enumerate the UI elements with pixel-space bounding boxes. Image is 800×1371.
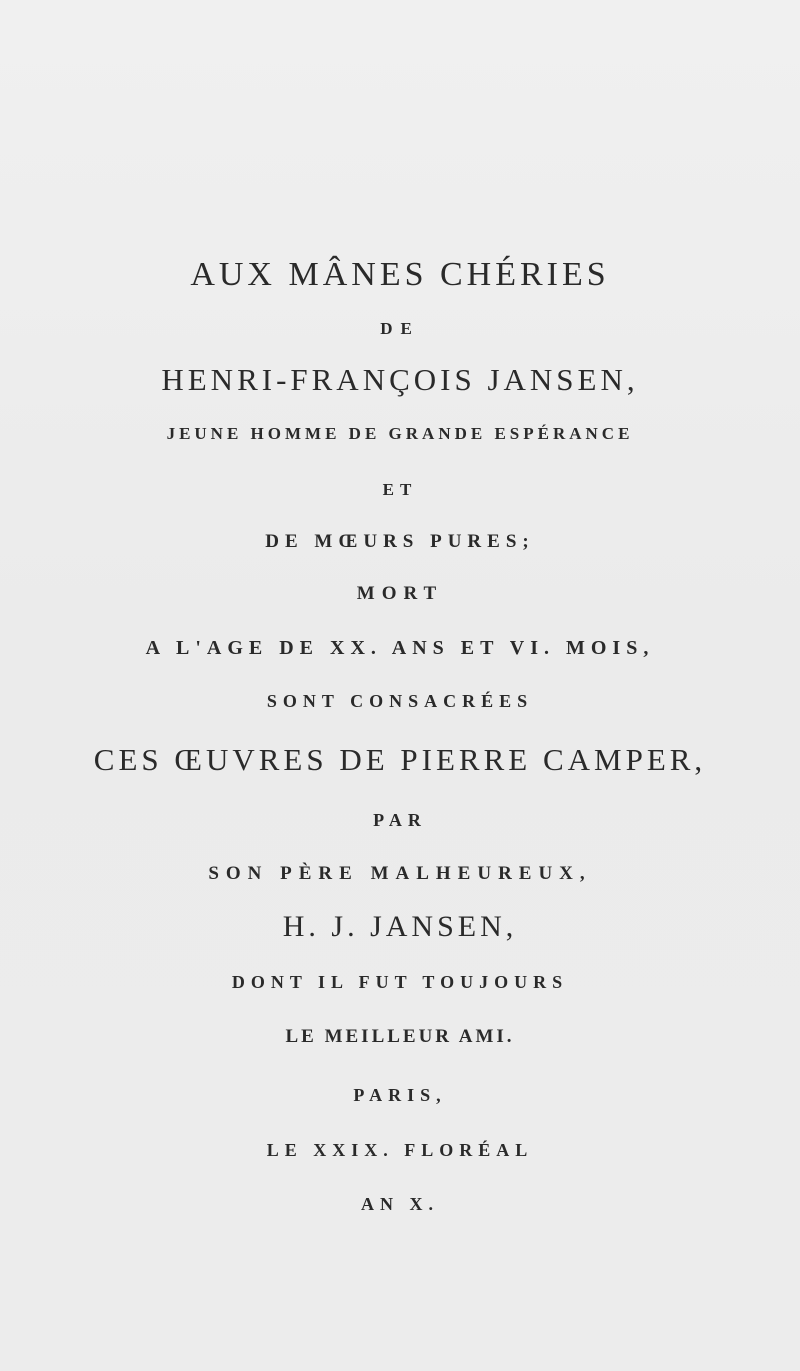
dedication-line-11: PAR xyxy=(373,810,427,830)
dedication-line-3: HENRI-FRANÇOIS JANSEN, xyxy=(161,362,639,397)
dedication-line-6: DE MŒURS PURES; xyxy=(265,531,535,552)
dedication-line-12: SON PÈRE MALHEUREUX, xyxy=(208,863,592,884)
dedication-line-10: CES ŒUVRES DE PIERRE CAMPER, xyxy=(93,742,707,777)
dedication-line-13: H. J. JANSEN, xyxy=(282,910,518,943)
place-year: AN X. xyxy=(361,1194,439,1214)
dedication-line-15: LE MEILLEUR AMI. xyxy=(285,1026,515,1047)
dedication-line-14: DONT IL FUT TOUJOURS xyxy=(231,972,569,992)
dedication-line-7: MORT xyxy=(356,583,444,604)
dedication-line-2: DE xyxy=(380,319,420,338)
dedication-line-1: AUX MÂNES CHÉRIES xyxy=(190,256,610,293)
place-city: PARIS, xyxy=(353,1085,447,1105)
place-date: LE XXIX. FLORÉAL xyxy=(266,1140,534,1160)
dedication-line-4: JEUNE HOMME DE GRANDE ESPÉRANCE xyxy=(166,424,634,443)
dedication-line-8: A L'AGE DE XX. ANS ET VI. MOIS, xyxy=(145,637,655,659)
show-through-bleed xyxy=(0,440,800,514)
dedication-line-5: ET xyxy=(382,480,418,499)
dedication-line-9: SONT CONSACRÉES xyxy=(266,691,534,711)
